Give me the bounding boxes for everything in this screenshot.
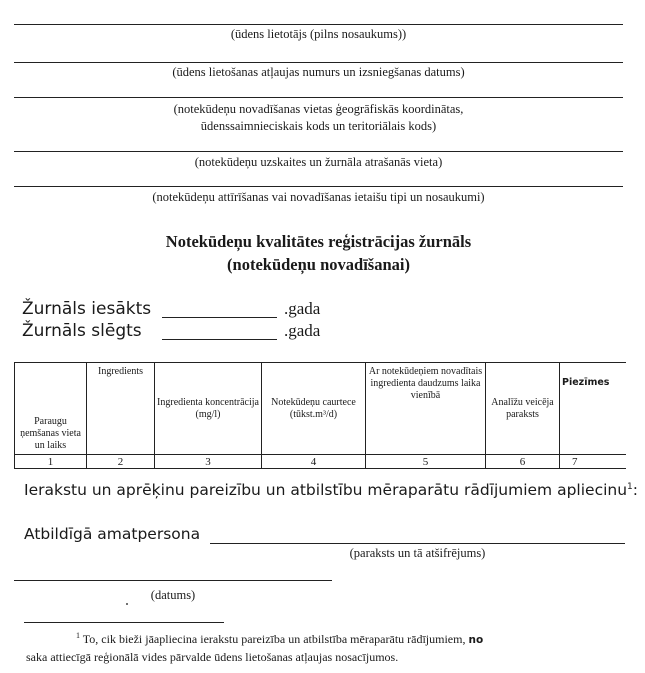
permit-line: [14, 62, 623, 63]
certification-text: Ierakstu un aprēķinu pareizību un atbilstību mēraparātu rādījumiem apliecinu: [24, 481, 628, 499]
certification-footnote-mark: 1: [627, 481, 633, 492]
col-number: 5: [366, 455, 486, 469]
table-header-row: [15, 363, 626, 455]
table-number-row: [15, 455, 626, 469]
journal-title: Notekūdeņu kvalitātes reģistrācijas žurnāls: [165, 232, 472, 251]
date-line[interactable]: [14, 580, 332, 581]
certification-colon: :: [632, 481, 639, 499]
facilities-caption: (notekūdeņu attīrīšanas vai novadīšanas ietaišu tipi un nosaukumi): [152, 190, 485, 204]
header-ingredient: Ingredients: [87, 363, 155, 455]
stray-dot: [126, 603, 128, 605]
responsible-official-label: Atbildīgā amatpersona: [24, 525, 201, 543]
col-number: 3: [155, 455, 262, 469]
registration-table: [14, 362, 626, 469]
footnote-text-part1: To, cik bieži jāapliecina ierakstu pareizība un atbilstība mēraparātu rādījumiem,: [82, 632, 469, 646]
footnote-cut-word: no: [468, 634, 484, 646]
location-line: [14, 151, 623, 152]
journal-started-suffix: .gada: [284, 299, 321, 318]
header-flow: Notekūdeņu caurtece (tūkst.m³/d): [262, 363, 366, 455]
col-number: 1: [15, 455, 87, 469]
user-name-line: [14, 24, 623, 25]
certification-statement: [24, 481, 638, 499]
header-discharged-amount: Ar notekūdeņiem novadītais ingredienta daudzums laika vienībā: [366, 363, 486, 455]
journal-closed-suffix: .gada: [284, 321, 321, 340]
coordinates-line: [14, 97, 623, 98]
coordinates-caption-line1: (notekūdeņu novadīšanas vietas ģeogrāfiskās koordinātas,: [173, 102, 464, 116]
location-caption: (notekūdeņu uzskaites un žurnāla atrašanās vieta): [194, 155, 443, 169]
footnote-separator: [24, 622, 224, 623]
header-analyst-signature: Analīžu veicēja paraksts: [486, 363, 560, 455]
col-number: 2: [87, 455, 155, 469]
journal-subtitle: (notekūdeņu novadīšanai): [227, 255, 410, 274]
footnote: [26, 627, 631, 666]
col-number: 6: [486, 455, 560, 469]
footnote-mark: 1: [76, 631, 80, 640]
signature-line[interactable]: [210, 543, 625, 544]
journal-closed-blank[interactable]: [162, 339, 277, 340]
header-notes: Piezīmes: [560, 363, 626, 455]
coordinates-caption-line2: ūdenssaimnieciskais kods un teritoriālais kods): [200, 119, 437, 133]
signature-caption: (paraksts un tā atšifrējums): [349, 546, 486, 560]
col-number: 4: [262, 455, 366, 469]
facilities-line: [14, 186, 623, 187]
permit-caption: (ūdens lietošanas atļaujas numurs un izsniegšanas datums): [172, 65, 465, 79]
user-name-caption: (ūdens lietotājs (pilns nosaukums)): [230, 27, 407, 41]
header-sampling-place-time: Paraugu ņemšanas vieta un laiks: [15, 363, 87, 455]
col-number: 7: [560, 455, 626, 469]
journal-closed-label: Žurnāls slēgts: [22, 321, 142, 341]
header-concentration: Ingredienta koncentrācija (mg/l): [155, 363, 262, 455]
journal-started-label: Žurnāls iesākts: [22, 299, 152, 319]
journal-started-blank[interactable]: [162, 317, 277, 318]
footnote-text-part2: saka attiecīgā reģionālā vides pārvalde ūdens lietošanas atļaujas nosacījumos.: [26, 650, 399, 664]
date-caption: (datums): [150, 588, 196, 602]
